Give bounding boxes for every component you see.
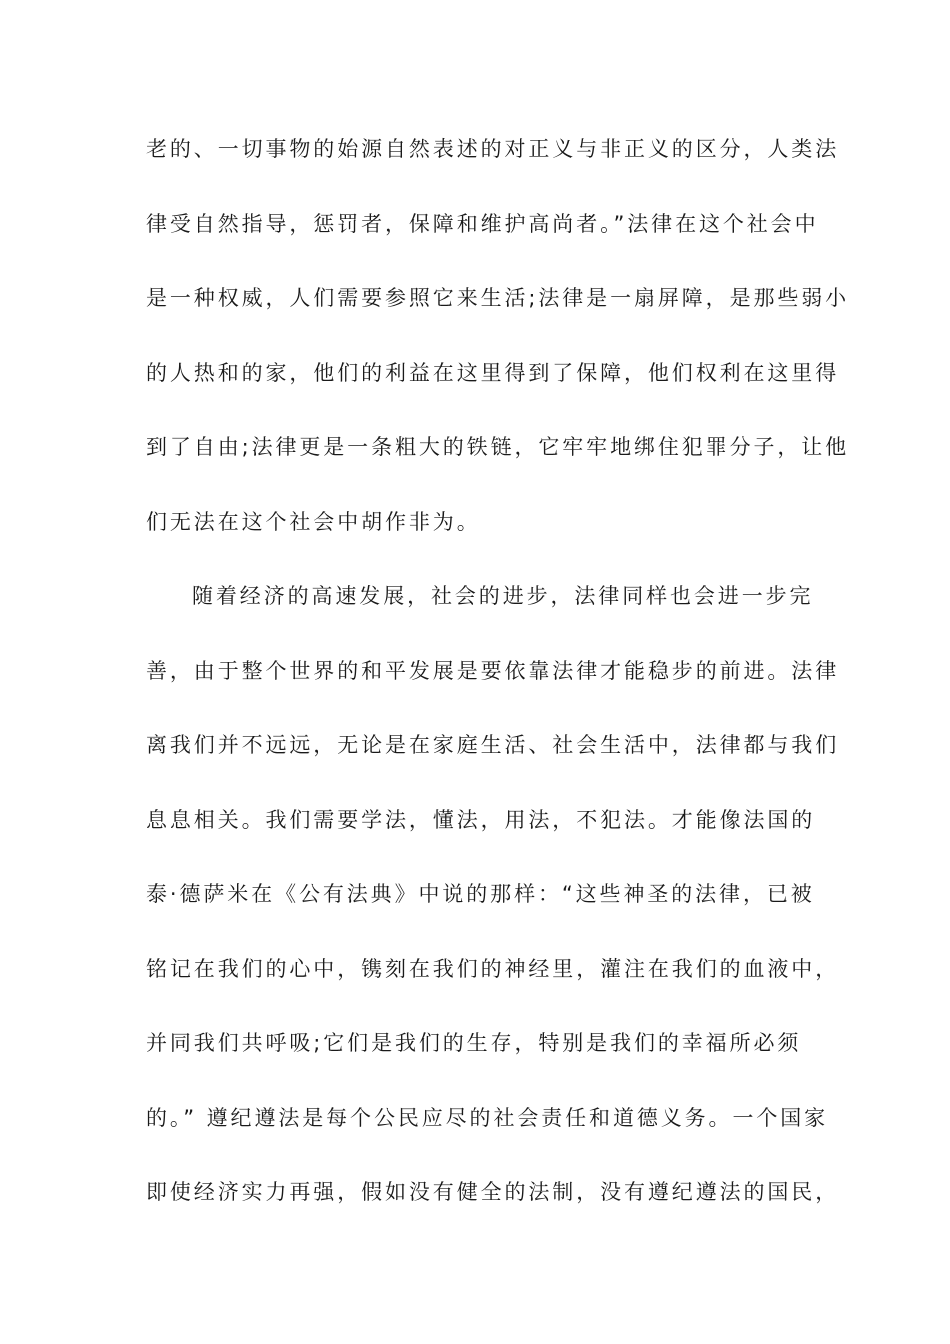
text-line-10: 息息相关。我们需要学法，懂法，用法，不犯法。才能像法国的 xyxy=(146,807,816,832)
text-line-6: 们无法在这个社会中胡作非为。 xyxy=(146,509,481,534)
text-line-11: 泰·德萨米在《公有法典》中说的那样：“这些神圣的法律，已被 xyxy=(146,882,815,906)
text-line-9: 离我们并不远远，无论是在家庭生活、社会生活中，法律都与我们 xyxy=(146,733,840,757)
text-line-7: 随着经济的高速发展，社会的进步，法律同样也会进一步完 xyxy=(192,584,814,608)
text-line-14: 的。” 遵纪遵法是每个公民应尽的社会责任和道德义务。一个国家 xyxy=(146,1105,829,1130)
text-line-5: 到了自由;法律更是一条粗大的铁链，它牢牢地绑住犯罪分子，让他 xyxy=(146,435,850,459)
text-line-1: 老的、一切事物的始源自然表述的对正义与非正义的区分，人类法 xyxy=(146,137,840,161)
text-line-12: 铭记在我们的心中，镌刻在我们的神经里，灌注在我们的血液中， xyxy=(146,956,840,981)
text-line-8: 善，由于整个世界的和平发展是要依靠法律才能稳步的前进。法律 xyxy=(146,658,840,683)
text-line-15: 即使经济实力再强，假如没有健全的法制，没有遵纪遵法的国民， xyxy=(146,1180,840,1204)
text-line-2: 律受自然指导，惩罚者，保障和维护高尚者。”法律在这个社会中 xyxy=(146,211,819,236)
text-line-4: 的人热和的家，他们的利益在这里得到了保障，他们权利在这里得 xyxy=(146,360,840,385)
text-line-3: 是一种权威，人们需要参照它来生活;法律是一扇屏障，是那些弱小 xyxy=(146,286,850,310)
text-line-13: 并同我们共呼吸;它们是我们的生存，特别是我们的幸福所必须 xyxy=(146,1031,802,1055)
document-body xyxy=(146,126,850,1244)
